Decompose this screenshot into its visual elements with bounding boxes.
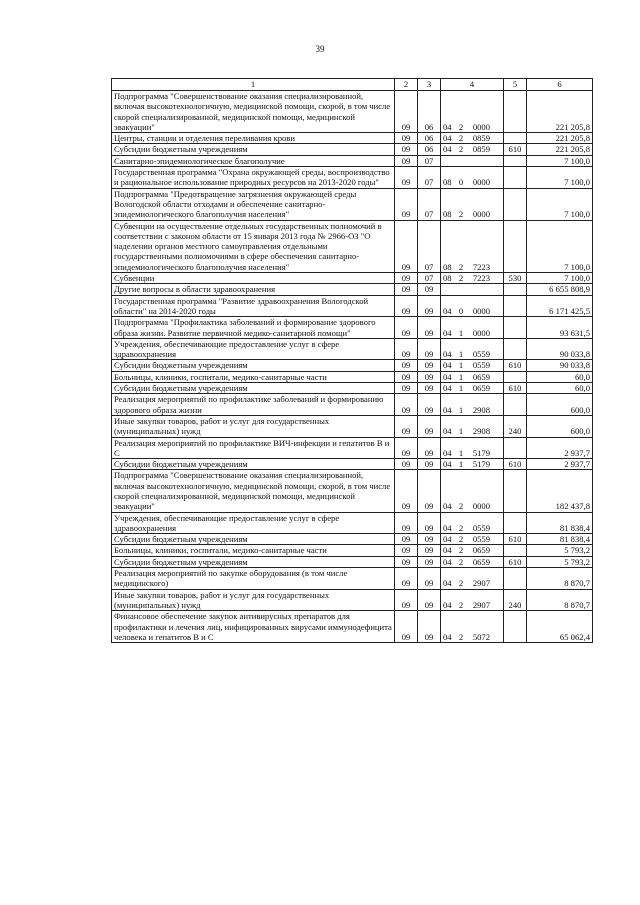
row-section: 09 [395,437,418,459]
row-name: Учреждения, обеспечивающие предоставление услуг в сфере здравоохранения [112,338,395,360]
row-subsection: 06 [418,144,441,155]
row-amount: 5 793,2 [527,545,593,556]
row-expense-type [504,437,527,459]
row-amount: 182 437,8 [527,470,593,512]
row-section: 09 [395,360,418,371]
row-target-article [441,415,504,437]
row-amount: 7 100,0 [527,155,593,166]
row-section: 09 [395,545,418,556]
row-amount: 221 205,8 [527,144,593,155]
row-name: Иные закупки товаров, работ и услуг для государственных (муниципальных) нужд [112,589,395,611]
row-name: Иные закупки товаров, работ и услуг для государственных (муниципальных) нужд [112,415,395,437]
row-target-article [441,220,504,272]
row-expense-type [504,133,527,144]
row-expense-type [504,220,527,272]
row-target-article-p2: 1 [458,447,464,458]
table-row [112,91,593,133]
row-name: Субсидии бюджетным учреждениям [112,144,395,155]
row-target-article-p2: 2 [458,273,464,284]
row-target-article-p1: 04 [443,133,452,144]
row-subsection: 07 [418,273,441,284]
row-section: 09 [395,611,418,643]
row-target-article [441,459,504,470]
row-amount: 221 205,8 [527,91,593,133]
row-section: 09 [395,371,418,382]
row-target-article [441,394,504,416]
row-target-article-p2: 2 [458,501,464,512]
row-target-article-p1: 04 [443,371,452,382]
row-name: Подпрограмма "Совершенствование оказания специализированной, включая высокотехнологичную, медицинской помощи, скорой, в том числе скорой специализированной, медицинской помощи, медицинской эвакуации" [112,91,395,133]
row-subsection: 09 [418,459,441,470]
header-col-5: 5 [504,79,527,91]
row-expense-type: 240 [504,589,527,611]
table-row [112,545,593,556]
row-expense-type [504,470,527,512]
row-target-article-p2: 1 [458,404,464,415]
row-target-article-p3: 0659 [472,556,490,567]
row-amount: 8 870,7 [527,568,593,590]
row-section: 09 [395,534,418,545]
row-expense-type [504,371,527,382]
row-subsection: 09 [418,470,441,512]
row-target-article-p3: 7223 [472,273,490,284]
row-subsection: 09 [418,589,441,611]
row-target-article-p2: 1 [458,459,464,470]
row-target-article-p2: 2 [458,121,464,132]
row-target-article [441,155,504,166]
table-row [112,273,593,284]
row-target-article-p3: 0659 [472,371,490,382]
row-target-article-p3: 0859 [472,144,490,155]
row-expense-type [504,167,527,189]
row-section: 09 [395,220,418,272]
row-amount: 60,0 [527,383,593,394]
row-section: 09 [395,394,418,416]
row-target-article-p1: 04 [443,305,452,316]
row-section: 09 [395,568,418,590]
row-section: 09 [395,144,418,155]
row-target-article-p1: 04 [443,327,452,338]
table-row [112,437,593,459]
row-target-article [441,545,504,556]
row-expense-type [504,284,527,295]
row-section: 09 [395,188,418,220]
row-target-article-p3: 2907 [472,599,490,610]
row-target-article-p1: 04 [443,383,452,394]
row-subsection: 09 [418,284,441,295]
row-target-article-p3: 0859 [472,133,490,144]
table-row [112,155,593,166]
row-subsection: 09 [418,534,441,545]
row-expense-type: 530 [504,273,527,284]
table-row [112,415,593,437]
row-name: Государственная программа "Охрана окружающей среды, воспроизводство и рациональное использование природных ресурсов на 2013-2020 годы" [112,167,395,189]
row-target-article-p3: 0559 [472,349,490,360]
row-amount: 5 793,2 [527,556,593,567]
row-target-article-p3: 0000 [472,327,490,338]
row-target-article-p1: 08 [443,261,452,272]
row-subsection: 09 [418,545,441,556]
row-expense-type [504,188,527,220]
table-row [112,568,593,590]
row-expense-type [504,568,527,590]
row-target-article-p3: 0000 [472,177,490,188]
row-expense-type: 610 [504,556,527,567]
row-expense-type [504,295,527,317]
table-row [112,295,593,317]
table-row [112,394,593,416]
table-body [112,91,593,643]
row-amount: 600,0 [527,394,593,416]
row-amount: 60,0 [527,371,593,382]
row-target-article [441,512,504,534]
row-section: 09 [395,133,418,144]
row-amount: 7 100,0 [527,273,593,284]
row-expense-type [504,394,527,416]
row-name: Субсидии бюджетным учреждениям [112,360,395,371]
row-expense-type: 610 [504,383,527,394]
row-amount: 8 870,7 [527,589,593,611]
row-target-article-p3: 2908 [472,404,490,415]
row-amount: 600,0 [527,415,593,437]
row-target-article-p2: 2 [458,209,464,220]
row-expense-type: 610 [504,144,527,155]
table-row [112,284,593,295]
row-expense-type [504,317,527,339]
row-subsection: 09 [418,394,441,416]
row-section: 09 [395,273,418,284]
row-subsection: 07 [418,167,441,189]
table-row [112,220,593,272]
row-target-article-p1: 04 [443,447,452,458]
row-section: 09 [395,383,418,394]
row-target-article-p2: 2 [458,578,464,589]
row-name: Субсидии бюджетным учреждениям [112,383,395,394]
row-name: Центры, станции и отделения переливания крови [112,133,395,144]
row-target-article-p2: 2 [458,144,464,155]
row-name: Субсидии бюджетным учреждениям [112,556,395,567]
table-row [112,611,593,643]
row-subsection: 09 [418,295,441,317]
row-target-article-p2: 0 [458,177,464,188]
row-target-article-p3: 0559 [472,534,490,545]
row-target-article-p1: 04 [443,522,452,533]
row-expense-type [504,512,527,534]
row-amount: 2 937,7 [527,437,593,459]
row-target-article-p1: 04 [443,360,452,371]
table-row [112,317,593,339]
row-target-article-p2: 1 [458,383,464,394]
row-name: Финансовое обеспечение закупок антивирусных препаратов для профилактики и лечения лиц, инфицированных вирусами иммунодефицита человека и гепатитов В и С [112,611,395,643]
row-target-article-p1: 08 [443,273,452,284]
table-row [112,338,593,360]
row-target-article-p2: 2 [458,599,464,610]
row-target-article-p1: 04 [443,459,452,470]
table-row [112,188,593,220]
row-target-article-p3: 0000 [472,121,490,132]
row-section: 09 [395,589,418,611]
row-target-article-p3: 5179 [472,459,490,470]
row-target-article-p3: 0659 [472,545,490,556]
row-target-article [441,273,504,284]
row-amount: 81 838,4 [527,512,593,534]
row-target-article-p1: 04 [443,534,452,545]
row-subsection: 09 [418,415,441,437]
row-name: Больницы, клиники, госпитали, медико-санитарные части [112,371,395,382]
row-target-article-p3: 0000 [472,501,490,512]
row-target-article-p2: 2 [458,556,464,567]
row-expense-type: 610 [504,360,527,371]
budget-table [111,78,593,643]
row-target-article-p2: 1 [458,371,464,382]
header-col-3: 3 [418,79,441,91]
row-target-article-p1: 04 [443,631,452,642]
row-amount: 6 655 808,9 [527,284,593,295]
row-target-article [441,568,504,590]
row-target-article-p3: 2907 [472,578,490,589]
row-name: Подпрограмма "Профилактика заболеваний и формирование здорового образа жизни. Развитие первичной медико-санитарной помощи" [112,317,395,339]
row-target-article-p1: 04 [443,121,452,132]
row-target-article-p2: 1 [458,349,464,360]
row-target-article [441,437,504,459]
table-header-row [112,79,593,91]
row-target-article-p1: 04 [443,404,452,415]
row-subsection: 07 [418,155,441,166]
row-expense-type [504,155,527,166]
row-section: 09 [395,295,418,317]
row-subsection: 07 [418,188,441,220]
row-expense-type [504,545,527,556]
row-subsection: 07 [418,220,441,272]
row-name: Реализация мероприятий по профилактике заболеваний и формированию здорового образа жизни [112,394,395,416]
row-target-article [441,534,504,545]
row-target-article-p2: 2 [458,545,464,556]
row-expense-type [504,91,527,133]
row-target-article [441,295,504,317]
table-row [112,360,593,371]
row-target-article-p2: 2 [458,631,464,642]
row-name: Подпрограмма "Предотвращение загрязнения окружающей среды Вологодской области отходами и обеспечение санитарно-эпидемиологического благополучия населения" [112,188,395,220]
row-target-article-p3: 2908 [472,426,490,437]
row-target-article-p3: 0559 [472,522,490,533]
table-row [112,556,593,567]
row-target-article [441,167,504,189]
row-section: 09 [395,512,418,534]
page-number: 39 [315,44,325,54]
row-amount: 65 062,4 [527,611,593,643]
row-subsection: 09 [418,437,441,459]
row-expense-type: 240 [504,415,527,437]
row-name: Государственная программа "Развитие здравоохранения Вологодской области" на 2014-2020 годы [112,295,395,317]
row-target-article-p2: 1 [458,360,464,371]
row-name: Санитарно-эпидемиологическое благополучие [112,155,395,166]
row-section: 09 [395,470,418,512]
row-target-article-p3: 5072 [472,631,490,642]
row-target-article [441,338,504,360]
row-name: Субвенции на осуществление отдельных государственных полномочий в соответствии с законом области от 15 января 2013 года № 2966-ОЗ "О наделении органов местного самоуправления отдельными государственными полномочиями в сфере обеспечения санитарно-эпидемиологического благополучия населения" [112,220,395,272]
table-row [112,470,593,512]
row-amount: 90 033,8 [527,338,593,360]
row-name: Другие вопросы в области здравоохранения [112,284,395,295]
row-target-article-p2: 2 [458,534,464,545]
row-subsection: 09 [418,338,441,360]
row-section: 09 [395,91,418,133]
row-target-article-p3: 5179 [472,447,490,458]
row-subsection: 09 [418,360,441,371]
row-name: Субсидии бюджетным учреждениям [112,459,395,470]
row-target-article-p1: 04 [443,501,452,512]
table-row [112,167,593,189]
table-row [112,589,593,611]
table-row [112,383,593,394]
row-expense-type: 610 [504,459,527,470]
row-target-article-p1: 04 [443,144,452,155]
row-target-article [441,371,504,382]
row-subsection: 09 [418,383,441,394]
row-subsection: 09 [418,611,441,643]
row-target-article [441,360,504,371]
table-row [112,512,593,534]
row-expense-type [504,611,527,643]
row-target-article-p1: 08 [443,209,452,220]
row-amount: 93 631,5 [527,317,593,339]
row-target-article-p3: 0000 [472,305,490,316]
row-target-article [441,284,504,295]
row-subsection: 09 [418,371,441,382]
row-subsection: 09 [418,568,441,590]
row-amount: 7 100,0 [527,167,593,189]
row-amount: 221 205,8 [527,133,593,144]
row-target-article-p3: 0659 [472,383,490,394]
row-name: Субсидии бюджетным учреждениям [112,534,395,545]
row-target-article-p2: 2 [458,133,464,144]
row-target-article-p3: 0559 [472,360,490,371]
row-name: Подпрограмма "Совершенствование оказания специализированной, включая высокотехнологичную, медицинской помощи, скорой, в том числе скорой специализированной, медицинской помощи, медицинской эвакуации" [112,470,395,512]
row-target-article-p3: 0000 [472,209,490,220]
header-col-1: 1 [112,79,395,91]
row-target-article-p1: 04 [443,349,452,360]
row-subsection: 09 [418,317,441,339]
table-row [112,534,593,545]
table-row [112,459,593,470]
row-target-article-p1: 04 [443,426,452,437]
row-name: Реализация мероприятий по профилактике ВИЧ-инфекции и гепатитов В и С [112,437,395,459]
row-target-article [441,589,504,611]
row-section: 09 [395,317,418,339]
row-target-article-p2: 2 [458,261,464,272]
row-target-article-p3: 7223 [472,261,490,272]
row-subsection: 09 [418,512,441,534]
row-name: Больницы, клиники, госпитали, медико-санитарные части [112,545,395,556]
row-target-article-p2: 2 [458,522,464,533]
row-section: 09 [395,459,418,470]
row-section: 09 [395,415,418,437]
row-target-article-p1: 08 [443,177,452,188]
row-target-article-p1: 04 [443,599,452,610]
row-amount: 90 033,8 [527,360,593,371]
row-section: 09 [395,155,418,166]
row-target-article-p2: 1 [458,426,464,437]
row-target-article-p1: 04 [443,545,452,556]
row-subsection: 09 [418,556,441,567]
row-target-article [441,611,504,643]
row-expense-type: 610 [504,534,527,545]
row-target-article [441,188,504,220]
row-target-article [441,470,504,512]
row-name: Учреждения, обеспечивающие предоставление услуг в сфере здравоохранения [112,512,395,534]
row-expense-type [504,338,527,360]
row-section: 09 [395,167,418,189]
table-row [112,144,593,155]
row-target-article-p1: 04 [443,578,452,589]
row-target-article [441,133,504,144]
header-col-4: 4 [441,79,504,91]
row-name: Субвенции [112,273,395,284]
table-row [112,371,593,382]
row-subsection: 06 [418,91,441,133]
row-amount: 81 838,4 [527,534,593,545]
row-target-article-p1: 04 [443,556,452,567]
row-target-article-p2: 0 [458,305,464,316]
row-target-article [441,91,504,133]
row-target-article-p2: 1 [458,327,464,338]
row-section: 09 [395,338,418,360]
row-target-article [441,317,504,339]
row-target-article [441,144,504,155]
row-section: 09 [395,556,418,567]
row-target-article [441,556,504,567]
row-subsection: 06 [418,133,441,144]
row-name: Реализация мероприятий по закупке оборудования (в том числе медицинского) [112,568,395,590]
row-section: 09 [395,284,418,295]
row-amount: 6 171 425,5 [527,295,593,317]
row-amount: 7 100,0 [527,188,593,220]
row-amount: 2 937,7 [527,459,593,470]
header-col-6: 6 [527,79,593,91]
table-row [112,133,593,144]
header-col-2: 2 [395,79,418,91]
row-target-article [441,383,504,394]
row-amount: 7 100,0 [527,220,593,272]
